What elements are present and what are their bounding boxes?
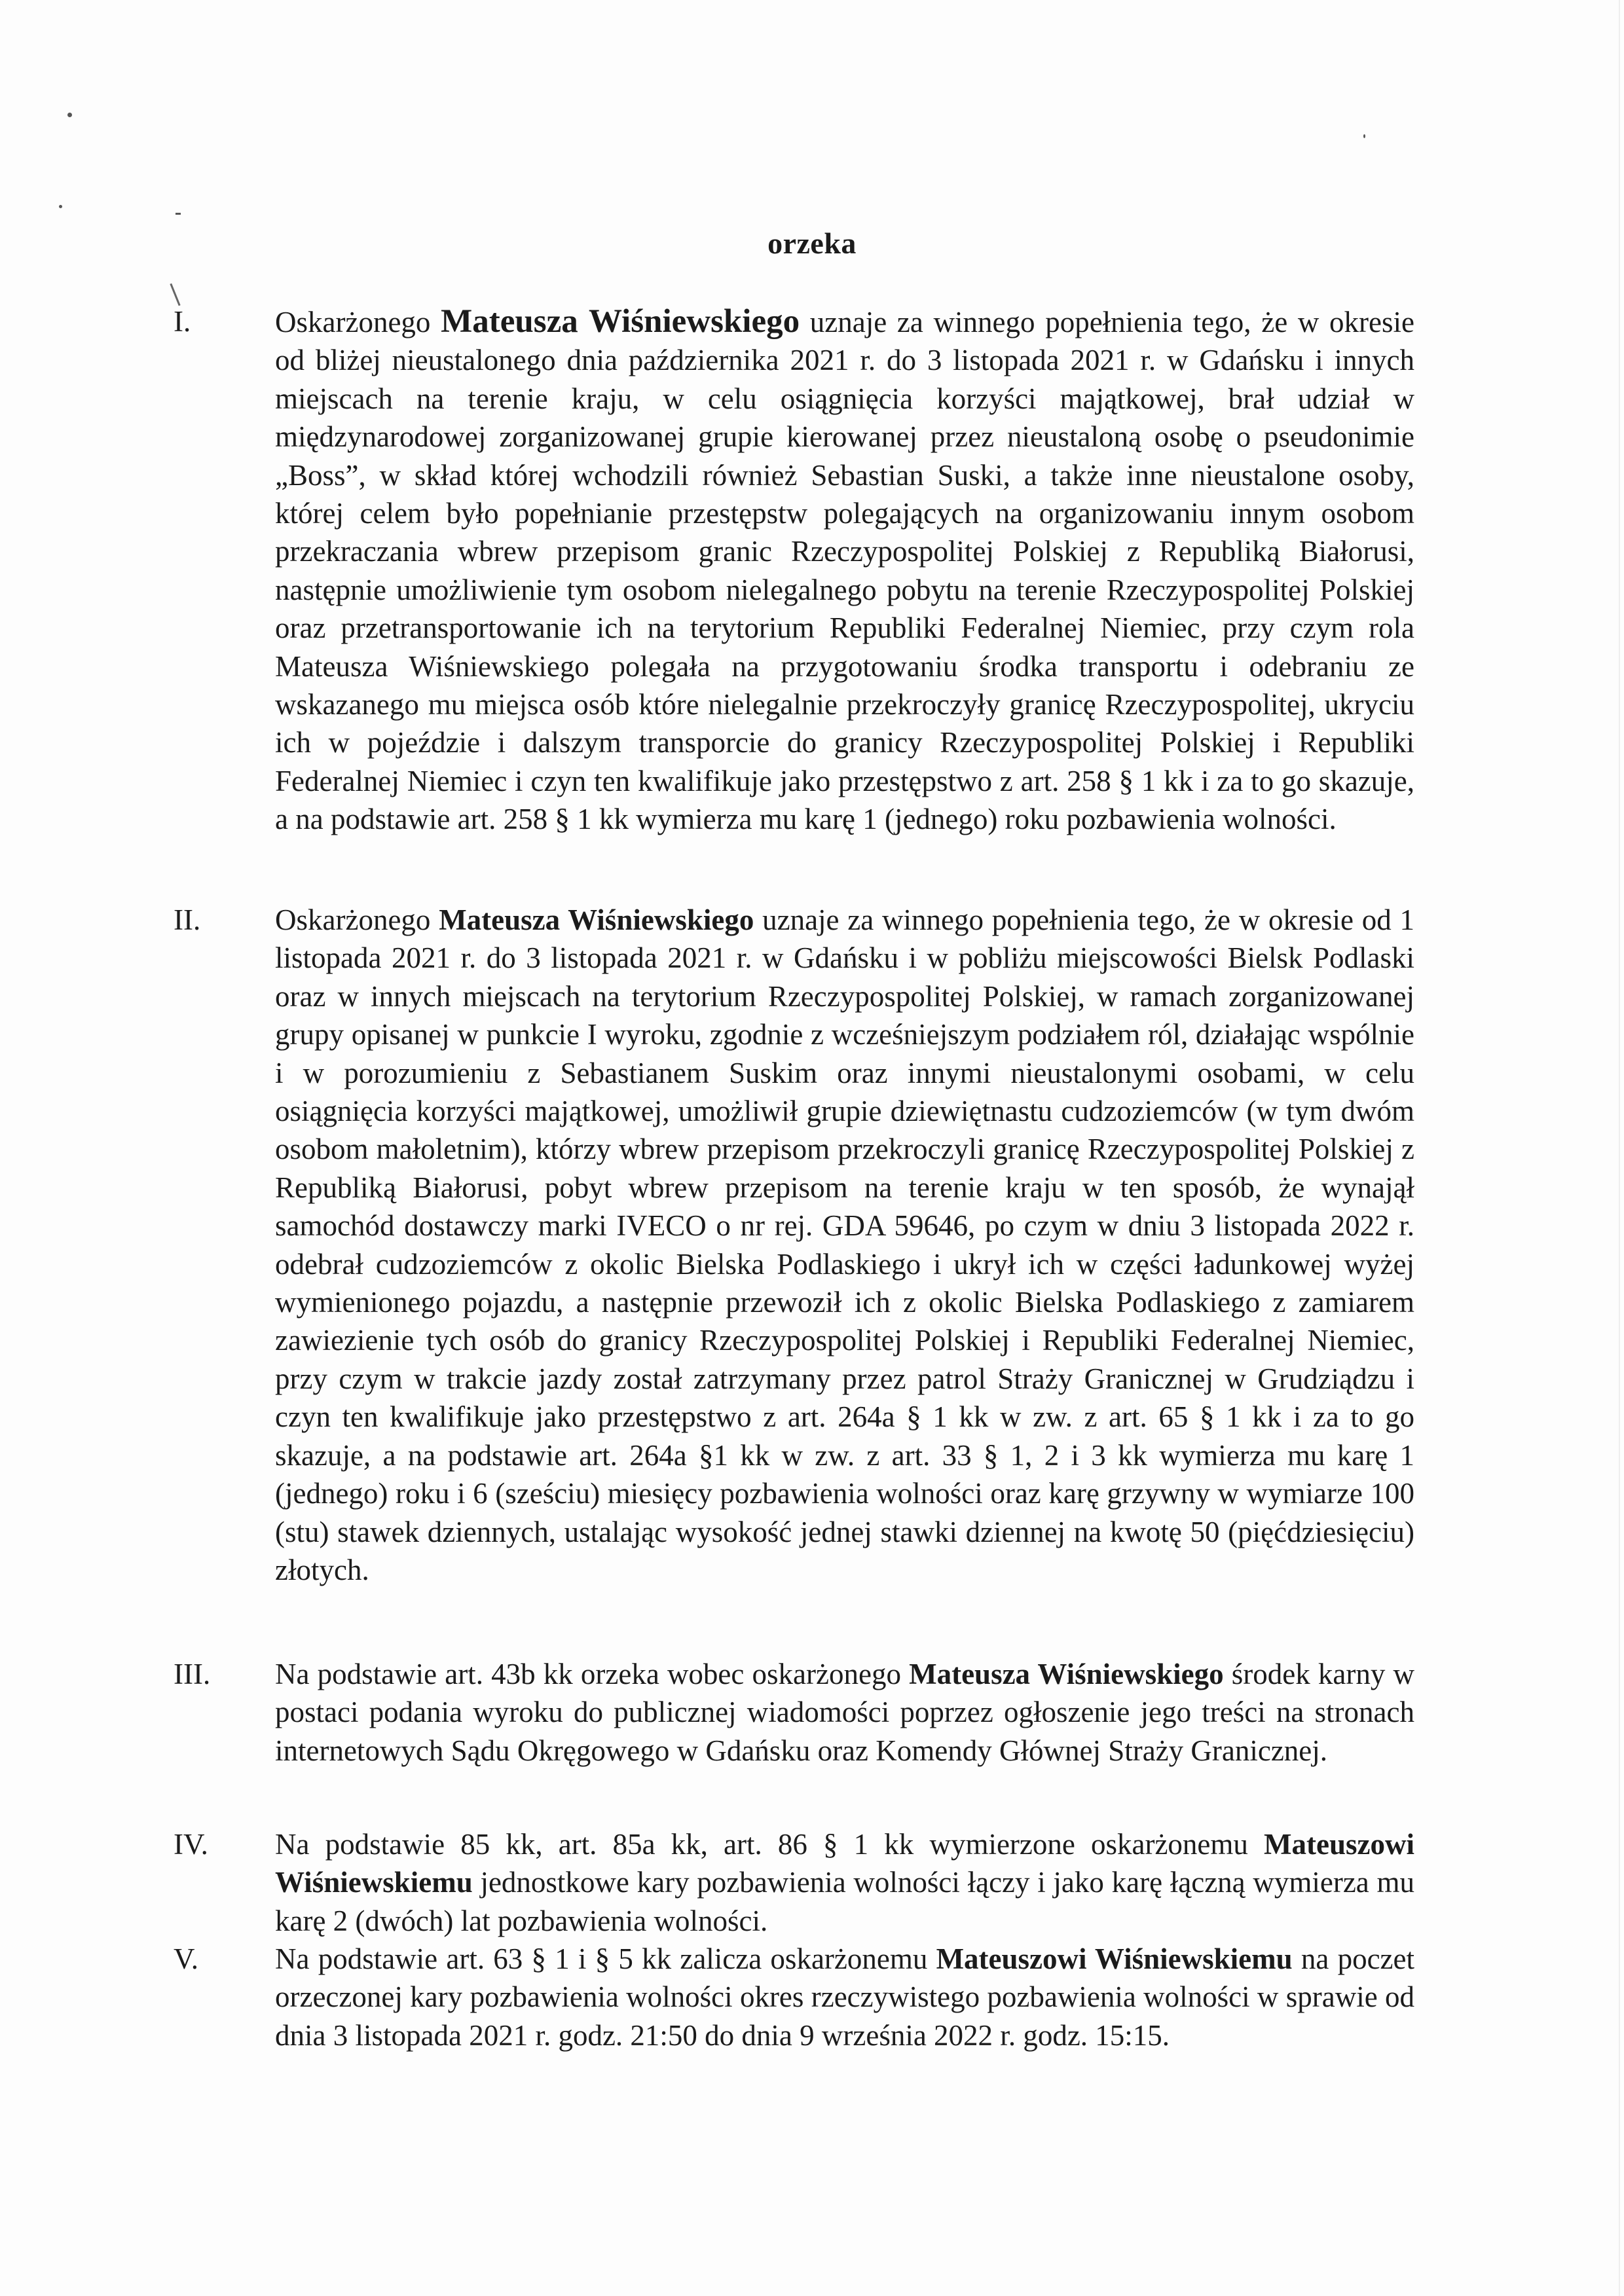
section-text: środek karny w postaci podania wyroku do publicznej wiadomości poprzez ogłoszenie jego treści na stronach internetowych Sądu Okręgowego w Gdańsku oraz Komendy Głównej Straży Granicznej. bbox=[275, 1658, 1414, 1767]
scan-speck bbox=[1363, 134, 1365, 138]
ruling-section-i bbox=[174, 302, 1414, 839]
section-body bbox=[275, 901, 1414, 1589]
section-numeral: I. bbox=[174, 305, 191, 338]
ruling-heading: orzeka bbox=[767, 227, 857, 260]
defendant-name: Mateusza Wiśniewskiego bbox=[441, 303, 800, 340]
section-text: Oskarżonego bbox=[275, 903, 439, 936]
section-numeral: V. bbox=[174, 1942, 198, 1975]
section-text: jednostkowe kary pozbawienia wolności łączy i jako karę łączną wymierza mu karę 2 (dwóch) lat pozbawienia wolności. bbox=[275, 1866, 1414, 1937]
section-body bbox=[275, 1655, 1414, 1770]
section-numeral: II. bbox=[174, 903, 201, 936]
ruling-section-iv bbox=[174, 1825, 1414, 1940]
ruling-section-ii bbox=[174, 901, 1414, 1589]
ruling-section-v bbox=[174, 1940, 1414, 2054]
section-text: Oskarżonego bbox=[275, 306, 441, 338]
scan-speck bbox=[67, 113, 72, 117]
ruling-section-iii bbox=[174, 1655, 1414, 1770]
scan-speck bbox=[59, 205, 62, 208]
section-text: uznaje za winnego popełnienia tego, że w okresie od 1 listopada 2021 r. do 3 listopada 2021 r. w Gdańsku i w pobliżu miejscowości Bielsk Podlaski oraz w innych miejscach na terytorium Rzeczypospolitej Polskiej, w ramach zorganizowanej grupy opisanej w punkcie I wyroku, zgodnie z wcześniejszym podziałem ról, działając wspólnie i w porozumieniu z Sebastianem Suskim oraz innymi nieustalonymi osobami, w celu osiągnięcia korzyści majątkowej, umożliwił grupie dziewiętnastu cudzoziemców (w tym dwóm osobom małoletnim), którzy wbrew przepisom przekroczyli granicę Rzeczypospolitej Polskiej z Republiką Białorusi, pobyt wbrew przepisom na terenie kraju w ten sposób, że wynajął samochód dostawczy marki IVECO o nr rej. GDA 59646, po czym w dniu 3 listopada 2022 r. odebrał cudzoziemców z okolic Bielska Podlaskiego i ukrył ich w części ładunkowej wyżej wymienionego pojazdu, a następnie przewoził ich z okolic Bielska Podlaskiego z zamiarem zawiezienie tych osób do granicy Rzeczypospolitej Polskiej i Republiki Federalnej Niemiec, przy czym w trakcie jazdy został zatrzymany przez patrol Straży Granicznej w Grudziądzu i czyn ten kwalifikuje jako przestępstwo z art. 264a § 1 kk w zw. z art. 65 § 1 kk i za to go skazuje, a na podstawie art. 264a §1 kk w zw. z art. 33 § 1, 2 i 3 kk wymierza mu karę 1 (jednego) roku i 6 (sześciu) miesięcy pozbawienia wolności oraz karę grzywny w wymiarze 100 (stu) stawek dziennych, ustalając wysokość jednej stawki dziennej na kwotę 50 (pięćdziesięciu) złotych. bbox=[275, 903, 1414, 1586]
section-numeral: IV. bbox=[174, 1828, 208, 1861]
defendant-name: Mateusza Wiśniewskiego bbox=[909, 1658, 1224, 1690]
scan-speck bbox=[175, 213, 181, 215]
section-text: uznaje za winnego popełnienia tego, że w okresie od bliżej nieustalonego dnia października 2021 r. do 3 listopada 2021 r. w Gdańsku i innych miejscach na terenie kraju, w celu osiągnięcia korzyści majątkowej, brał udział w międzynarodowej zorganizowanej grupie kierowanej przez nieustaloną osobę o pseudonimie „Boss”, w skład której wchodzili również Sebastian Suski, a także inne nieustalone osoby, której celem było popełnianie przestępstw polegających na organizowaniu innym osobom przekraczania wbrew przepisom granic Rzeczypospolitej Polskiej z Republiką Białorusi, następnie umożliwienie tym osobom nielegalnego pobytu na terenie Rzeczypospolitej Polskiej oraz przetransportowanie ich na terytorium Republiki Federalnej Niemiec, przy czym rola Mateusza Wiśniewskiego polegała na przygotowaniu środka transportu i odebraniu ze wskazanego mu miejsca osób które nielegalnie przekroczyły granicę Rzeczypospolitej, ukryciu ich w pojeździe i dalszym transporcie do granicy Rzeczypospolitej Polskiej i Republiki Federalnej Niemiec i czyn ten kwalifikuje jako przestępstwo z art. 258 § 1 kk i za to go skazuje, a na podstawie art. 258 § 1 kk wymierza mu karę 1 (jednego) roku pozbawienia wolności. bbox=[275, 306, 1414, 836]
section-text: Na podstawie 85 kk, art. 85a kk, art. 86 § 1 kk wymierzone oskarżonemu bbox=[275, 1828, 1264, 1861]
defendant-name: Mateuszowi Wiśniewskiemu bbox=[936, 1942, 1293, 1975]
section-body bbox=[275, 1825, 1414, 1940]
section-body bbox=[275, 1940, 1414, 2054]
section-text: Na podstawie art. 43b kk orzeka wobec oskarżonego bbox=[275, 1658, 910, 1690]
scan-edge bbox=[1619, 0, 1620, 2296]
section-body bbox=[275, 302, 1414, 839]
section-text: Na podstawie art. 63 § 1 i § 5 kk zalicza oskarżonemu bbox=[275, 1942, 936, 1975]
section-text: na poczet orzeczonej kary pozbawienia wolności okres rzeczywistego pozbawienia wolności w sprawie od dnia 3 listopada 2021 r. godz. 21:50 do dnia 9 września 2022 r. godz. 15:15. bbox=[275, 1942, 1415, 2052]
defendant-name: Mateuszowi Wiśniewskiemu bbox=[275, 1828, 1414, 1899]
section-numeral: III. bbox=[174, 1658, 211, 1690]
defendant-name: Mateusza Wiśniewskiego bbox=[439, 903, 754, 936]
